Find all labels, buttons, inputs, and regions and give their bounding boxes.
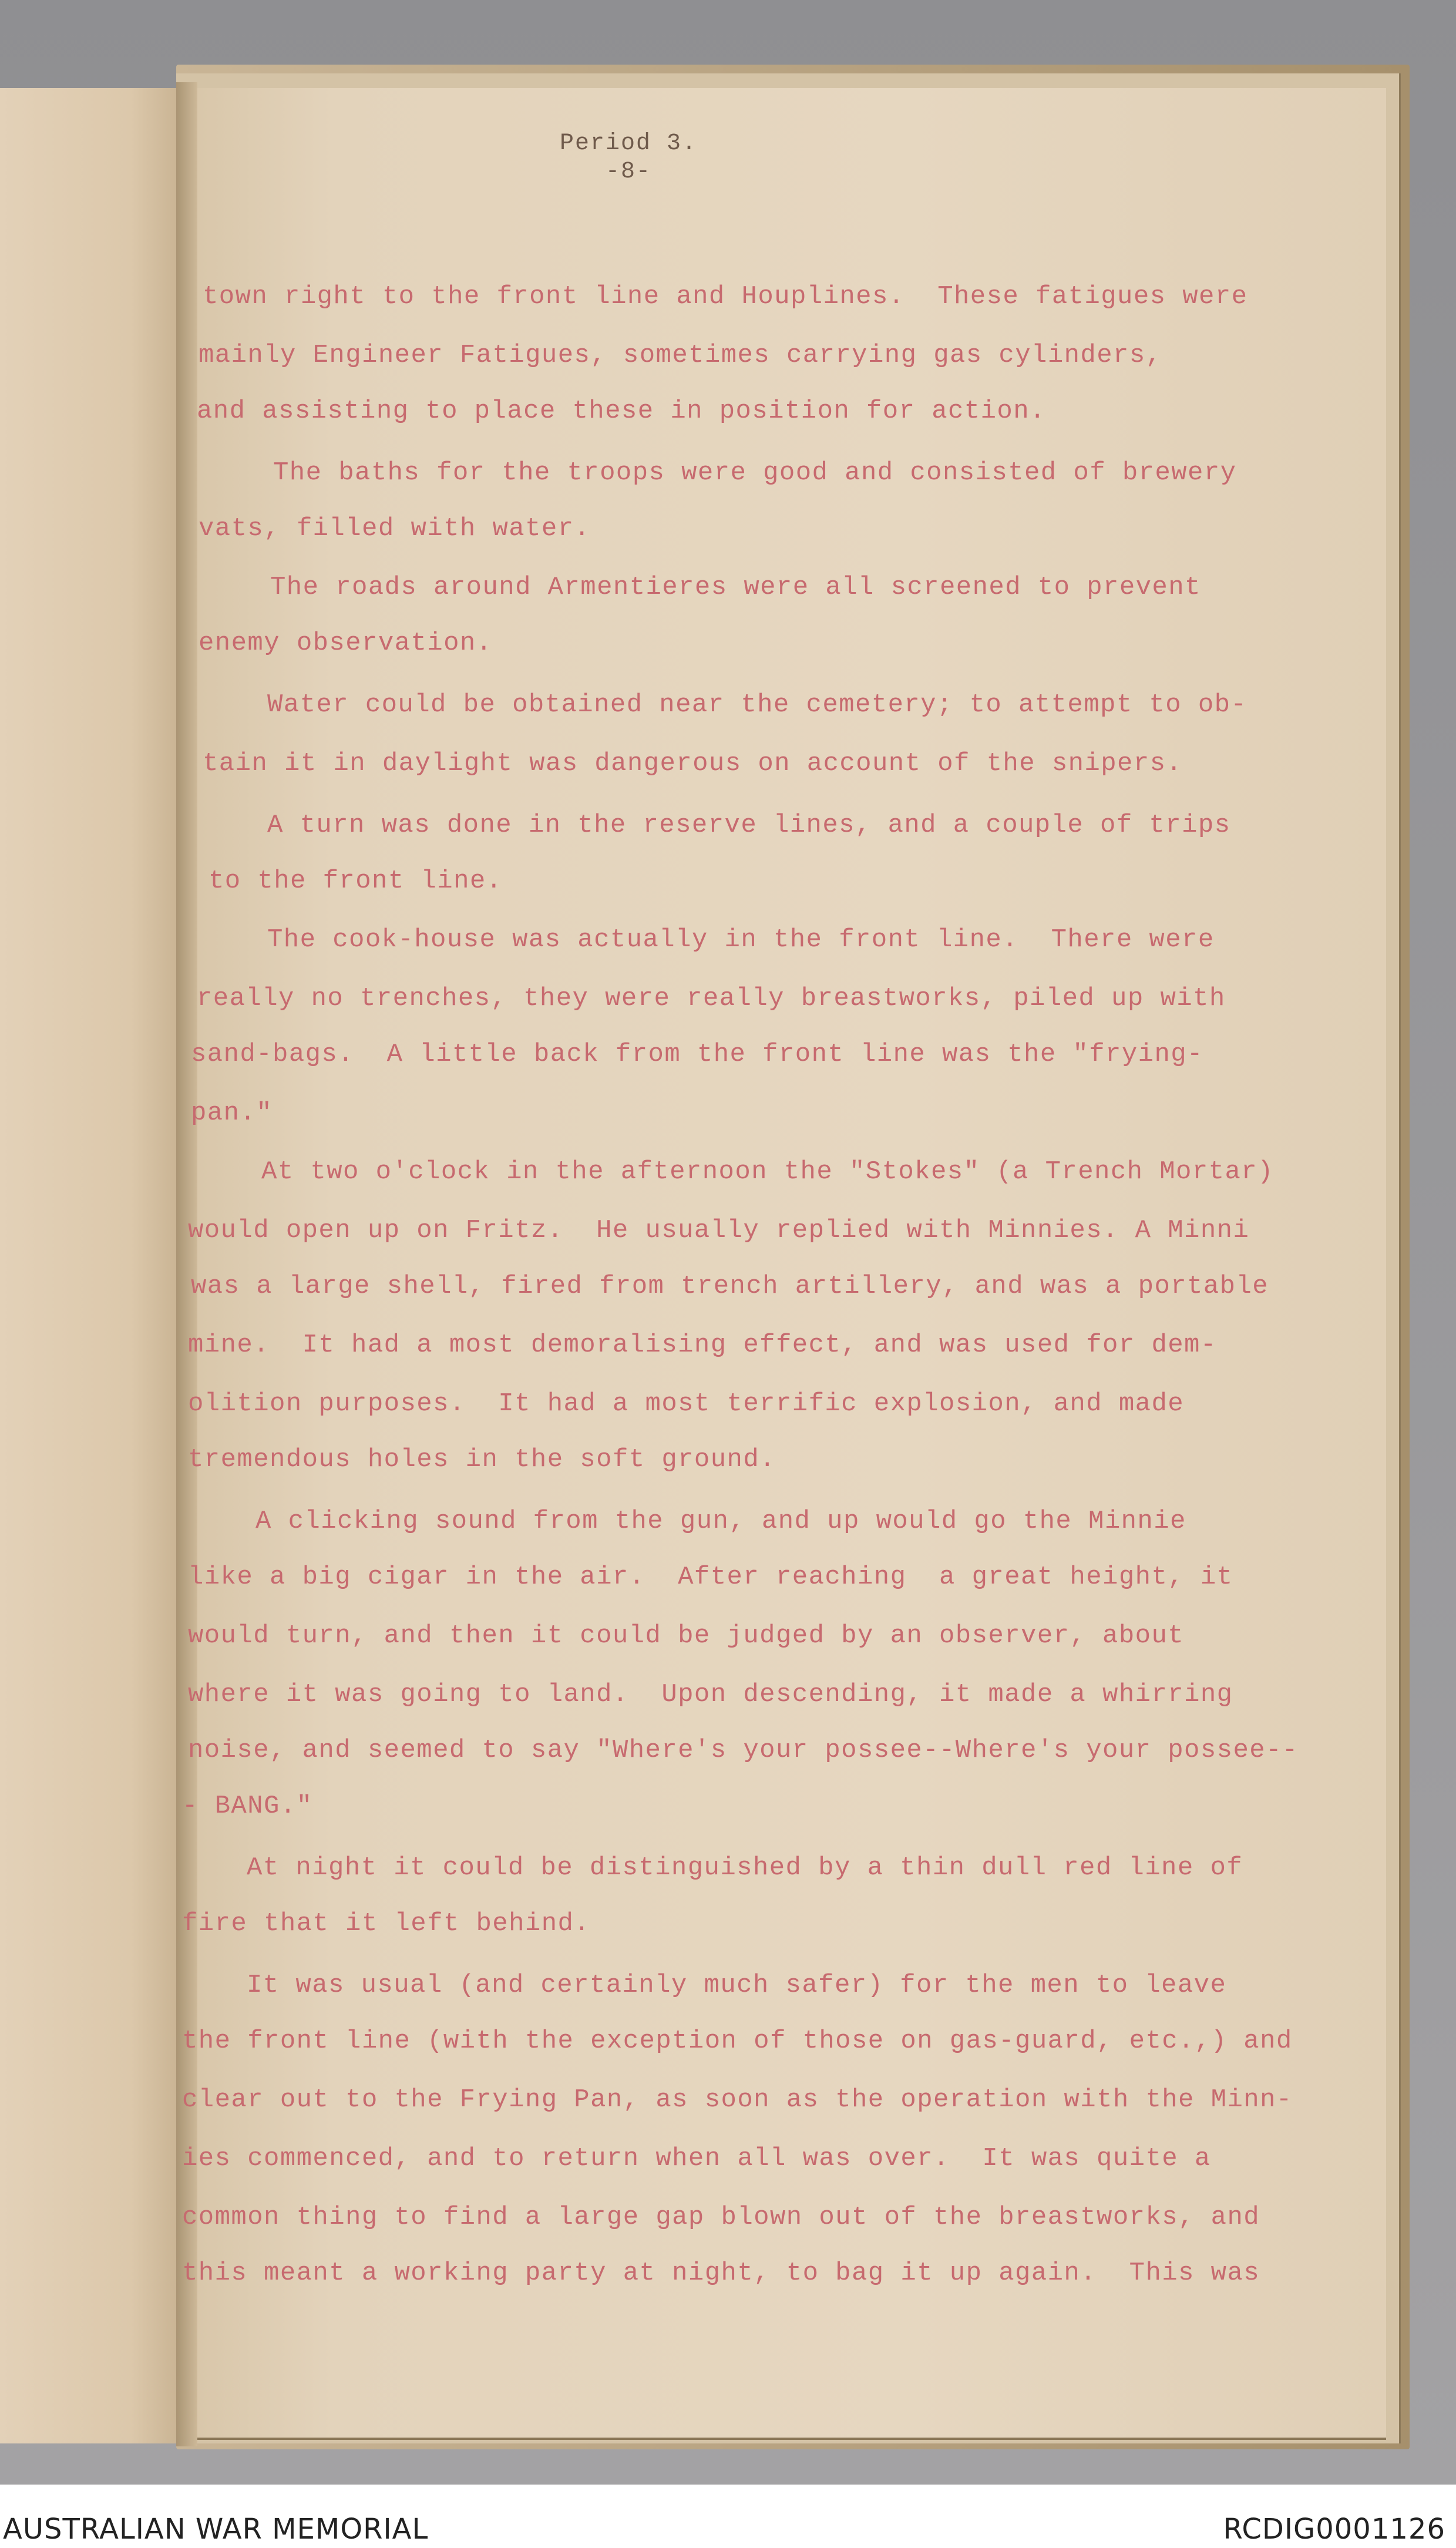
footer-id: RCDIG0001126 [1223,2513,1445,2546]
text-line: - BANG." [182,1791,313,1821]
text-line: At night it could be distinguished by a thin dull red line of [247,1853,1243,1883]
text-line: tain it in daylight was dangerous on account of the snipers. [203,749,1183,778]
text-line: common thing to find a large gap blown out of the breastworks, and [182,2203,1260,2232]
text-line: A turn was done in the reserve lines, and a couple of trips [267,811,1231,840]
left-page [0,88,188,2443]
text-line: A clicking sound from the gun, and up would go the Minnie [255,1507,1186,1536]
text-line: really no trenches, they were really breastworks, piled up with [197,984,1226,1013]
text-line: It was usual (and certainly much safer) for the men to leave [247,1971,1227,2000]
text-line: would turn, and then it could be judged by an observer, about [188,1621,1185,1651]
text-line: the front line (with the exception of those on gas-guard, etc.,) and [182,2026,1293,2056]
text-line: clear out to the Frying Pan, as soon as the operation with the Minn- [182,2085,1293,2115]
text-line: fire that it left behind. [182,1909,591,1938]
text-line: sand-bags. A little back from the front line was the "frying- [191,1040,1203,1069]
text-line: enemy observation. [199,628,493,658]
text-line: mine. It had a most demoralising effect, and was used for dem- [188,1330,1217,1360]
text-line: The baths for the troops were good and consisted of brewery [273,458,1237,488]
text-line: this meant a working party at night, to bag it up again. This was [182,2258,1260,2288]
text-line: ies commenced, and to return when all was over. It was quite a [182,2144,1211,2173]
text-line: The cook-house was actually in the front line. There were [267,925,1215,954]
text-line: Water could be obtained near the cemetery; to attempt to ob- [267,690,1247,720]
footer-credit: AUSTRALIAN WAR MEMORIAL [3,2513,429,2546]
text-line: like a big cigar in the air. After reaching a great height, it [188,1562,1233,1592]
text-line: The roads around Armentieres were all screened to prevent [270,573,1201,602]
text-line: where it was going to land. Upon descending, it made a whirring [188,1680,1233,1709]
text-line: noise, and seemed to say "Where's your possee--Where's your possee-- [188,1736,1299,1765]
text-line: would open up on Fritz. He usually replied with Minnies. A Minni [188,1216,1250,1245]
page-number: -8- [605,159,651,185]
text-line: and assisting to place these in position for action. [197,396,1046,426]
text-line: olition purposes. It had a most terrific explosion, and made [188,1389,1185,1418]
text-line: mainly Engineer Fatigues, sometimes carrying gas cylinders, [199,341,1162,370]
text-line: At two o'clock in the afternoon the "Stokes" (a Trench Mortar) [261,1157,1274,1186]
text-line: to the front line. [209,866,503,896]
period-heading: Period 3. [559,130,698,157]
text-line: tremendous holes in the soft ground. [188,1445,776,1474]
text-line: was a large shell, fired from trench artillery, and was a portable [191,1272,1269,1301]
text-line: vats, filled with water. [199,514,591,543]
text-line: pan." [191,1098,273,1128]
text-line: town right to the front line and Houplines. These fatigues were [203,282,1248,311]
